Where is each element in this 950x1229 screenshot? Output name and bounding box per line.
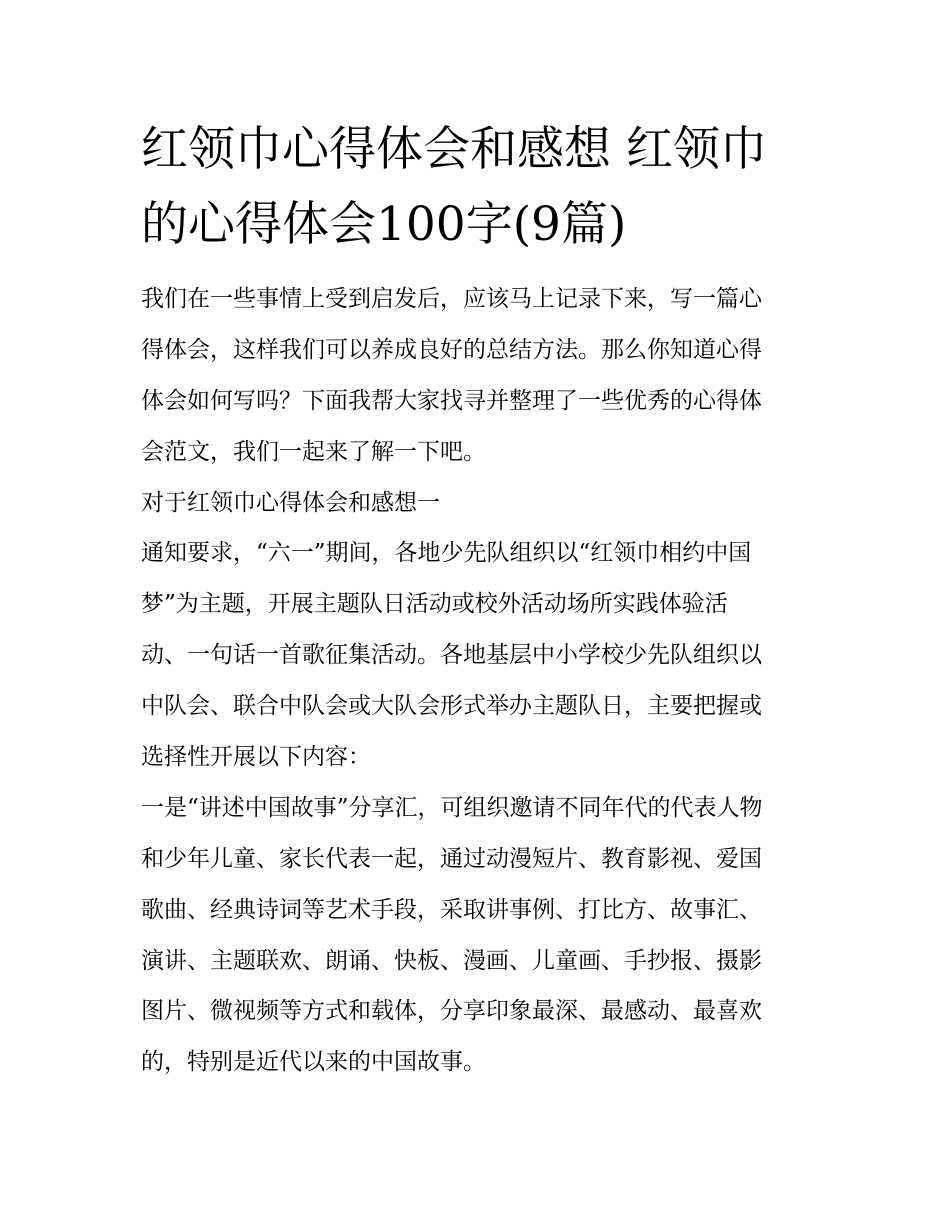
- body-line: 图片、微视频等方式和载体，分享印象最深、最感动、最喜欢: [141, 998, 762, 1025]
- body-line: 通知要求，“六一”期间，各地少先队组织以“红领巾相约中国: [141, 540, 752, 567]
- body-line: 梦”为主题，开展主题队日活动或校外活动场所实践体验活: [141, 591, 728, 618]
- title-line: 的心得体会100字(9篇): [141, 197, 627, 252]
- section-heading: 对于红领巾心得体会和感想一: [141, 489, 440, 516]
- body-line: 动、一句话一首歌征集活动。各地基层中小学校少先队组织以: [141, 642, 762, 669]
- body-line: 会范文，我们一起来了解一下吧。: [141, 438, 486, 465]
- body-line: 演讲、主题联欢、朗诵、快板、漫画、儿童画、手抄报、摄影: [141, 947, 762, 974]
- document-title: [141, 112, 821, 262]
- body-line: 和少年儿童、家长代表一起，通过动漫短片、教育影视、爱国: [141, 845, 762, 872]
- body-line: 歌曲、经典诗词等艺术手段，采取讲事例、打比方、故事汇、: [141, 896, 762, 923]
- body-line: 得体会，这样我们可以养成良好的总结方法。那么你知道心得: [141, 336, 762, 363]
- title-line: 红领巾心得体会和感想 红领巾: [141, 122, 767, 177]
- body-line: 的，特别是近代以来的中国故事。: [141, 1049, 486, 1076]
- body-line: 选择性开展以下内容：: [141, 744, 371, 771]
- document-body: [141, 274, 821, 1088]
- body-line: 一是“讲述中国故事”分享汇，可组织邀请不同年代的代表人物: [141, 794, 763, 821]
- body-line: 我们在一些事情上受到启发后，应该马上记录下来，写一篇心: [141, 286, 762, 312]
- body-line: 体会如何写吗？下面我帮大家找寻并整理了一些优秀的心得体: [141, 387, 762, 414]
- body-line: 中队会、联合中队会或大队会形式举办主题队日，主要把握或: [141, 693, 762, 720]
